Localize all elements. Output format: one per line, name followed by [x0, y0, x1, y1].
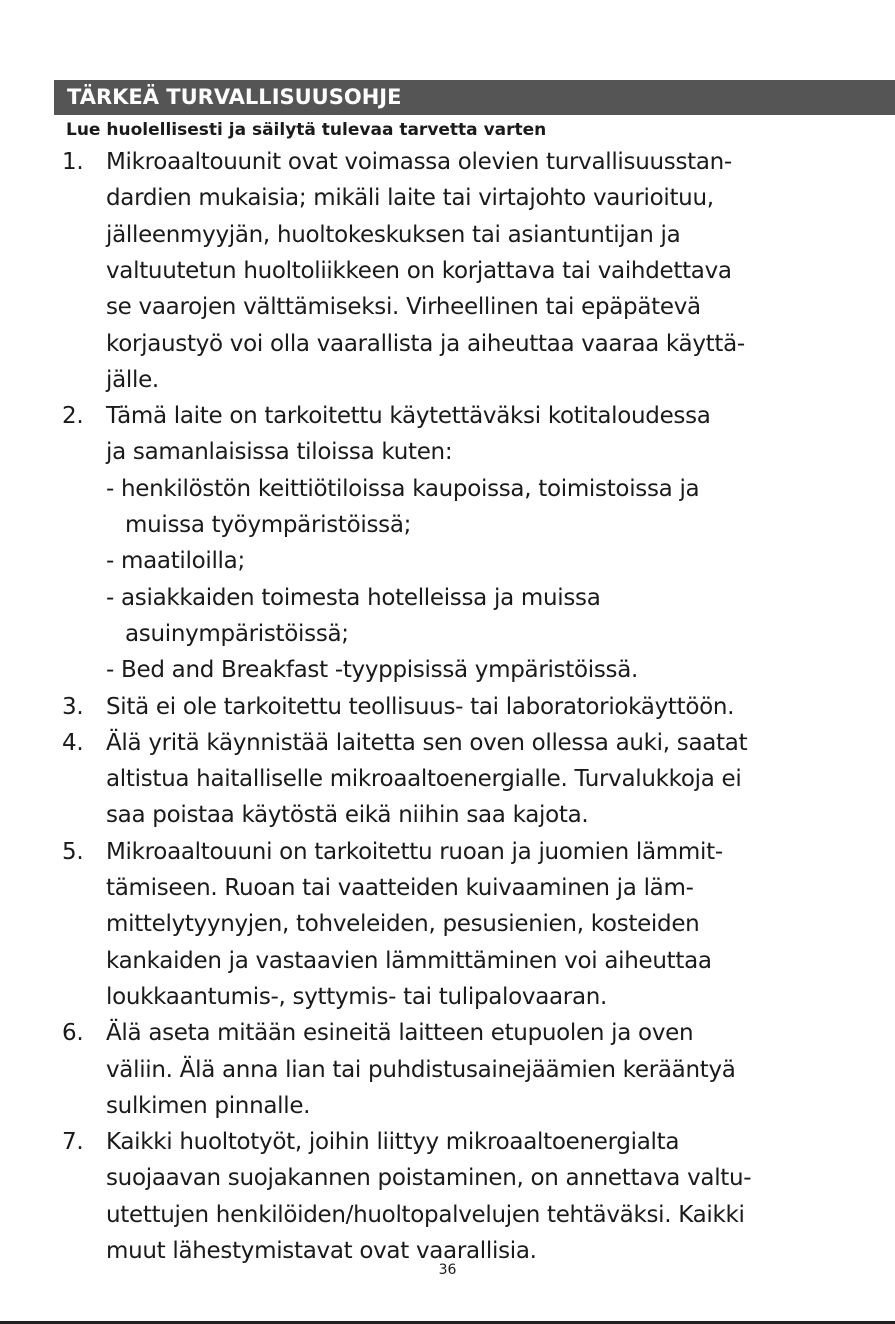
list-item-text-line: suojaavan suojakannen poistaminen, on annettava valtu- [106, 1165, 752, 1192]
list-item-text-line: sulkimen pinnalle. [106, 1092, 311, 1119]
list-item-number: 7. [62, 1129, 84, 1156]
list-item-text-line: se vaarojen välttämiseksi. Virheellinen tai epäpätevä [106, 294, 701, 321]
list-item-text-line: Älä aseta mitään esineitä laitteen etupuolen ja oven [106, 1020, 694, 1047]
sublist-item-text-line: - asiakkaiden toimesta hotelleissa ja muissa [106, 584, 601, 611]
list-item-text-line: Älä yritä käynnistää laitetta sen oven ollessa auki, saatat [106, 729, 748, 756]
list-item-text-line: jälle. [106, 366, 159, 393]
list-item-text-line: tämiseen. Ruoan tai vaatteiden kuivaaminen ja läm- [106, 875, 694, 901]
list-item-text-line: Sitä ei ole tarkoitettu teollisuus- tai laboratoriokäyttöön. [106, 693, 735, 720]
page-number: 36 [438, 1262, 457, 1278]
list-item-text-line: valtuutetun huoltoliikkeen on korjattava tai vaihdettava [106, 257, 732, 284]
section-header: TÄRKEÄ TURVALLISUUSOHJE [54, 80, 895, 115]
list-item-text-line: Mikroaaltouuni on tarkoitettu ruoan ja juomien lämmit- [106, 838, 723, 865]
list-item-number: 1. [62, 149, 84, 175]
sublist-item-text-line: asuinympäristöissä; [125, 620, 349, 647]
section-subtitle: Lue huolellisesti ja säilytä tulevaa tarvetta varten [66, 120, 547, 140]
list-item-text-line: utettujen henkilöiden/huoltopalvelujen tehtäväksi. Kaikki [106, 1201, 745, 1228]
list-item-text-line: altistua haitalliselle mikroaaltoenergialle. Turvalukkoja ei [106, 766, 742, 793]
list-item-number: 3. [62, 693, 84, 720]
list-item-number: 4. [62, 729, 84, 756]
list-item-text-line: Mikroaaltouunit ovat voimassa olevien turvallisuusstan- [106, 149, 732, 175]
list-item-number: 6. [62, 1020, 84, 1047]
list-item-text-line: saa poistaa käytöstä eikä niihin saa kajota. [106, 802, 589, 829]
list-item-text-line: loukkaantumis-, syttymis- tai tulipalovaaran. [106, 983, 608, 1010]
list-item-text-line: ja samanlaisissa tiloissa kuten: [106, 439, 453, 466]
sublist-item-text-line: - henkilöstön keittiötiloissa kaupoissa, toimistoissa ja [106, 475, 700, 502]
list-item-text-line: muut lähestymistavat ovat vaarallisia. [106, 1238, 537, 1264]
list-item-number: 5. [62, 838, 84, 865]
list-item-text-line: kankaiden ja vastaavien lämmittäminen voi aiheuttaa [106, 947, 712, 974]
list-item-text-line: dardien mukaisia; mikäli laite tai virtajohto vaurioituu, [106, 185, 714, 212]
sublist-item-text-line: - Bed and Breakfast -tyyppisissä ympäristöissä. [106, 657, 638, 684]
list-item-text-line: väliin. Älä anna lian tai puhdistusainejäämien kerääntyä [106, 1056, 736, 1083]
sublist-item-text-line: - maatiloilla; [106, 548, 245, 575]
sublist-item-text-line: muissa työympäristöissä; [125, 512, 412, 538]
list-item-number: 2. [62, 403, 84, 430]
list-item-text-line: mittelytyynyjen, tohveleiden, pesusienien, kosteiden [106, 911, 700, 938]
list-item-text-line: jälleenmyyjän, huoltokeskuksen tai asiantuntijan ja [106, 221, 681, 248]
list-item-text-line: Kaikki huoltotyöt, joihin liittyy mikroaaltoenergialta [106, 1129, 680, 1156]
list-item-text-line: Tämä laite on tarkoitettu käytettäväksi kotitaloudessa [106, 403, 711, 430]
list-item-text-line: korjaustyö voi olla vaarallista ja aiheuttaa vaaraa käyttä- [106, 330, 745, 357]
